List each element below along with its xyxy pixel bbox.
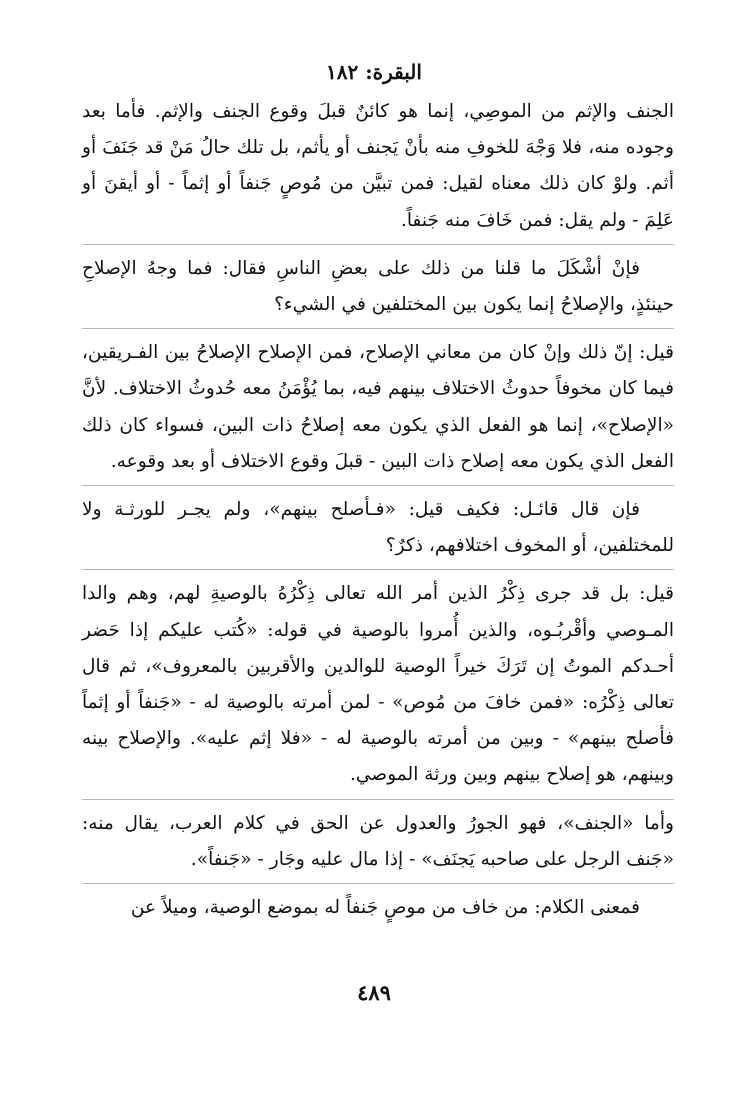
paragraph: قيل: إنّ ذلك وإنْ كان من معاني الإصلاح، فمن الإصلاح الإصلاحُ بين الفـريقين، فيما كان مخوفاً حدوثُ الاختلاف بينهم فيه، بما يُؤْمَنُ معه حُدوثُ الاختلاف. لأنَّ «الإصلاح»، إنما هو الفعل الذي يكون معه إصلاحُ ذات البين، فسواء كان ذلك الفعل الذي يكون معه إصلاح ذات البين - قبلَ وقوع الاختلاف أو بعد وقوعه. [82,342,674,472]
divider [82,799,674,800]
running-header: البقرة: ١٨٢ [326,60,422,84]
page-number: ٤٨٩ [357,980,391,1005]
paragraph: وأما «الجنف»، فهو الجورُ والعدول عن الحق في كلام العرب، يقال منه: «جَنف الرجل على صاحبه يَجنَف» - إذا مال عليه وجَار - «جَنفاً». [82,812,674,870]
divider [82,485,674,486]
divider [82,244,674,245]
paragraph: فإن قال قائـل: فكيف قيل: «فـأصلح بينهم»، ولم يجـر للورثـة ولا للمختلفين، أو المخوف اختلافهم، ذكرٌ؟ [82,499,674,557]
paragraph: فمعنى الكلام: من خاف من موصٍ جَنفاً له بموضع الوصية، وميلاً عن [130,897,640,919]
paragraph: فإنْ أشْكَلَ ما قلنا من ذلك على بعضِ الناسِ فقال: فما وجهُ الإصلاحِ حينئذٍ، والإصلاحُ إنما يكون بين المختلفين في الشيء؟ [82,257,674,316]
paragraph: الجنف والإثم من الموصِي، إنما هو كائنٌ قبلَ وقوع الجنف والإثم. فأما بعد وجوده منه، فلا وَجْهَ للخوفِ منه بأنْ يَجنف أو يأثم، بل تلك حالُ مَنْ قد جَنَفَ أو أثم. ولوْ كان ذلك معناه لقيل: فمن تبيَّن من مُوصٍ جَنفاً أو إثماً - أو أيقنَ أو عَلِمَ - ولم يقل: فمن خَافَ منه جَنفاً. [82,101,674,231]
divider [82,569,674,570]
divider [82,883,674,884]
divider [82,328,674,329]
paragraph: قيل: بل قد جرى ذِكْرُ الذين أمر الله تعالى ذِكْرُهُ بالوصيةِ لهم، وهم والدا المـوصي وأقْربُـوه، والذين أُمروا بالوصية في قوله: «كُتب عليكم إذا حَضر أحـدكم الموتُ إن تَرَكَ خيراً الوصية للوالدين والأقربين بالمعروف»، ثم قال تعالى ذِكْرُه: «فمن خافَ من مُوص» - لمن أمرته بالوصية له - «جَنفاً أو إثماً فأصلح بينهم» - وبين من أمرته بالوصية له - «فلا إثم عليه». والإصلاح بينه وبينهم، هو إصلاح بينهم وبين ورثة الموصي. [82,583,674,786]
page-body [82,94,674,926]
